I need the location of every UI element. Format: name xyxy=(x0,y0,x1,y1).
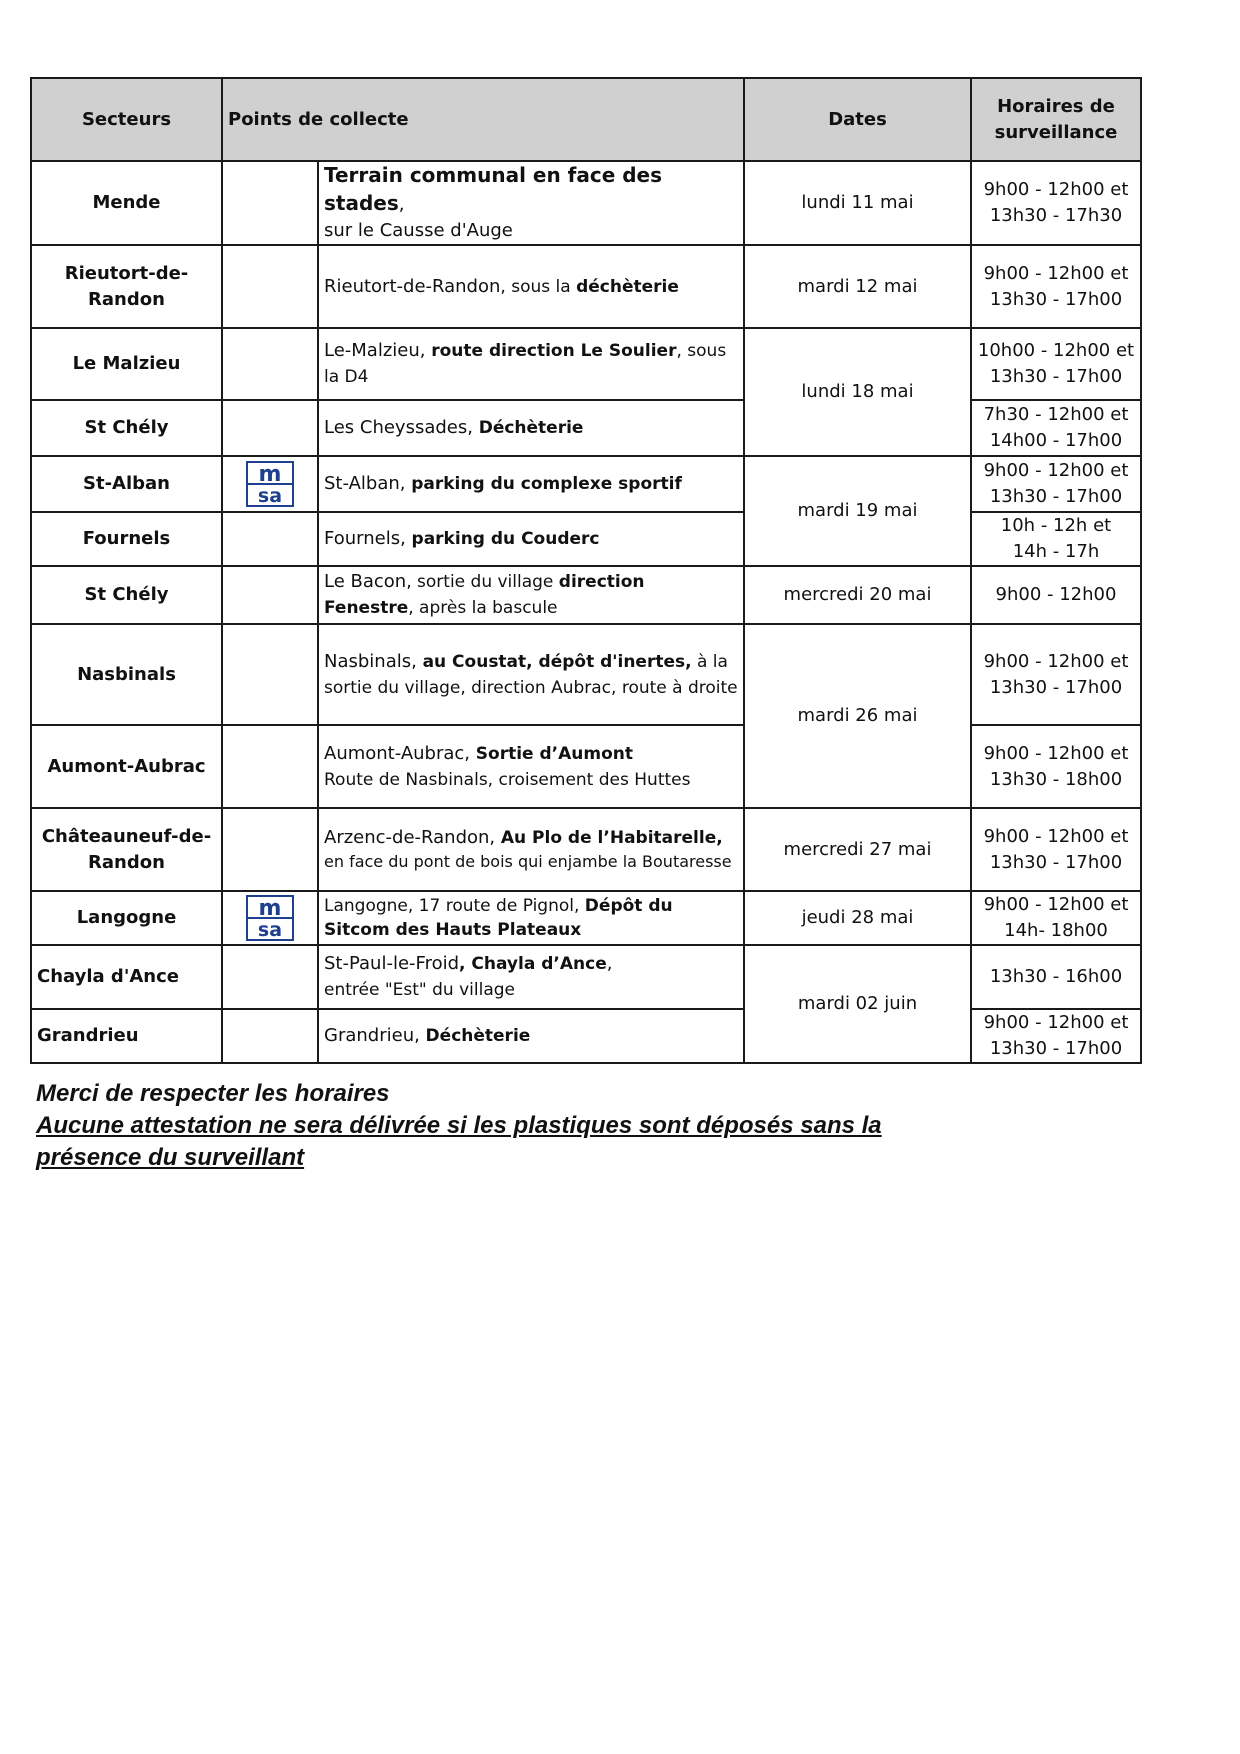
logo-cell xyxy=(222,566,318,624)
logo-cell xyxy=(222,456,318,512)
collection-schedule-table xyxy=(30,77,1142,1064)
sector-cell: Grandrieu xyxy=(31,1009,222,1063)
logo-cell xyxy=(222,161,318,245)
logo-cell xyxy=(222,328,318,400)
table-row xyxy=(31,808,1141,891)
footer-line-1: Merci de respecter les horaires xyxy=(36,1080,390,1107)
table-row xyxy=(31,891,1141,945)
header-dates: Dates xyxy=(744,78,971,161)
table-row xyxy=(31,400,1141,456)
collection-point-cell: Le Bacon, sortie du village direction Fenestre, après la bascule xyxy=(318,566,744,624)
sector-cell: St-Alban xyxy=(31,456,222,512)
hours-cell: 7h30 - 12h00 et 14h00 - 17h00 xyxy=(971,400,1141,456)
hours-cell: 9h00 - 12h00 xyxy=(971,566,1141,624)
table-row xyxy=(31,566,1141,624)
logo-cell xyxy=(222,808,318,891)
hours-cell: 9h00 - 12h00 et 13h30 - 17h00 xyxy=(971,245,1141,328)
date-cell: lundi 11 mai xyxy=(744,161,971,245)
date-cell: mercredi 27 mai xyxy=(744,808,971,891)
hours-cell: 13h30 - 16h00 xyxy=(971,945,1141,1009)
logo-cell xyxy=(222,624,318,725)
sector-cell: St Chély xyxy=(31,400,222,456)
logo-cell xyxy=(222,891,318,945)
collection-point-cell: St-Paul-le-Froid, Chayla d’Ance, entrée "Est" du village xyxy=(318,945,744,1009)
collection-point-cell: Terrain communal en face des stades, sur le Causse d'Auge xyxy=(318,161,744,245)
date-cell: lundi 18 mai xyxy=(744,328,971,456)
logo-text-top: m xyxy=(258,896,282,921)
collection-point-cell: Aumont-Aubrac, Sortie d’Aumont Route de Nasbinals, croisement des Huttes xyxy=(318,725,744,808)
header-sectors: Secteurs xyxy=(31,78,222,161)
table-row xyxy=(31,245,1141,328)
logo-text-bottom: sa xyxy=(257,485,283,507)
msa-logo-icon xyxy=(246,461,294,507)
collection-point-cell: Le-Malzieu, route direction Le Soulier, sous la D4 xyxy=(318,328,744,400)
collection-point-cell: Langogne, 17 route de Pignol, Dépôt du Sitcom des Hauts Plateaux xyxy=(318,891,744,945)
table-row xyxy=(31,512,1141,566)
sector-cell: St Chély xyxy=(31,566,222,624)
table-row xyxy=(31,945,1141,1009)
date-cell: jeudi 28 mai xyxy=(744,891,971,945)
collection-point-cell: Les Cheyssades, Déchèterie xyxy=(318,400,744,456)
table-row xyxy=(31,328,1141,400)
table-row xyxy=(31,725,1141,808)
sector-cell: Aumont-Aubrac xyxy=(31,725,222,808)
collection-point-cell: Rieutort-de-Randon, sous la déchèterie xyxy=(318,245,744,328)
date-cell: mercredi 20 mai xyxy=(744,566,971,624)
logo-cell xyxy=(222,512,318,566)
sector-cell: Mende xyxy=(31,161,222,245)
collection-point-cell: Fournels, parking du Couderc xyxy=(318,512,744,566)
hours-cell: 9h00 - 12h00 et 14h- 18h00 xyxy=(971,891,1141,945)
logo-cell xyxy=(222,725,318,808)
footer-notice xyxy=(36,1078,936,1174)
table-row xyxy=(31,1009,1141,1063)
sector-cell: Langogne xyxy=(31,891,222,945)
msa-logo-icon xyxy=(246,895,294,941)
logo-cell xyxy=(222,400,318,456)
sector-cell: Nasbinals xyxy=(31,624,222,725)
table-row xyxy=(31,456,1141,512)
sector-cell: Rieutort-de-Randon xyxy=(31,245,222,328)
hours-cell: 10h - 12h et 14h - 17h xyxy=(971,512,1141,566)
hours-cell: 9h00 - 12h00 et 13h30 - 17h30 xyxy=(971,161,1141,245)
logo-cell xyxy=(222,245,318,328)
date-cell: mardi 12 mai xyxy=(744,245,971,328)
hours-cell: 10h00 - 12h00 et 13h30 - 17h00 xyxy=(971,328,1141,400)
hours-cell: 9h00 - 12h00 et 13h30 - 17h00 xyxy=(971,456,1141,512)
sector-cell: Chayla d'Ance xyxy=(31,945,222,1009)
collection-point-cell: Grandrieu, Déchèterie xyxy=(318,1009,744,1063)
table-row xyxy=(31,624,1141,725)
date-cell: mardi 02 juin xyxy=(744,945,971,1063)
logo-cell xyxy=(222,945,318,1009)
hours-cell: 9h00 - 12h00 et 13h30 - 17h00 xyxy=(971,808,1141,891)
collection-point-cell: Arzenc-de-Randon, Au Plo de l’Habitarelle, en face du pont de bois qui enjambe la Boutaresse xyxy=(318,808,744,891)
table-row xyxy=(31,161,1141,245)
footer-line-3: présence du surveillant xyxy=(36,1144,305,1171)
header-points: Points de collecte xyxy=(222,78,744,161)
hours-cell: 9h00 - 12h00 et 13h30 - 18h00 xyxy=(971,725,1141,808)
logo-text-top: m xyxy=(258,462,282,487)
date-cell: mardi 19 mai xyxy=(744,456,971,566)
sector-cell: Châteauneuf-de-Randon xyxy=(31,808,222,891)
date-cell: mardi 26 mai xyxy=(744,624,971,808)
hours-cell: 9h00 - 12h00 et 13h30 - 17h00 xyxy=(971,1009,1141,1063)
logo-text-bottom: sa xyxy=(257,919,283,941)
hours-cell: 9h00 - 12h00 et 13h30 - 17h00 xyxy=(971,624,1141,725)
sector-cell: Fournels xyxy=(31,512,222,566)
footer-line-2: Aucune attestation ne sera délivrée si les plastiques sont déposés sans la xyxy=(36,1112,882,1139)
header-hours: Horaires de surveillance xyxy=(971,78,1141,161)
header-row xyxy=(31,78,1141,161)
sector-cell: Le Malzieu xyxy=(31,328,222,400)
collection-point-cell: St-Alban, parking du complexe sportif xyxy=(318,456,744,512)
collection-point-cell: Nasbinals, au Coustat, dépôt d'inertes, à la sortie du village, direction Aubrac, route à droite xyxy=(318,624,744,725)
logo-cell xyxy=(222,1009,318,1063)
